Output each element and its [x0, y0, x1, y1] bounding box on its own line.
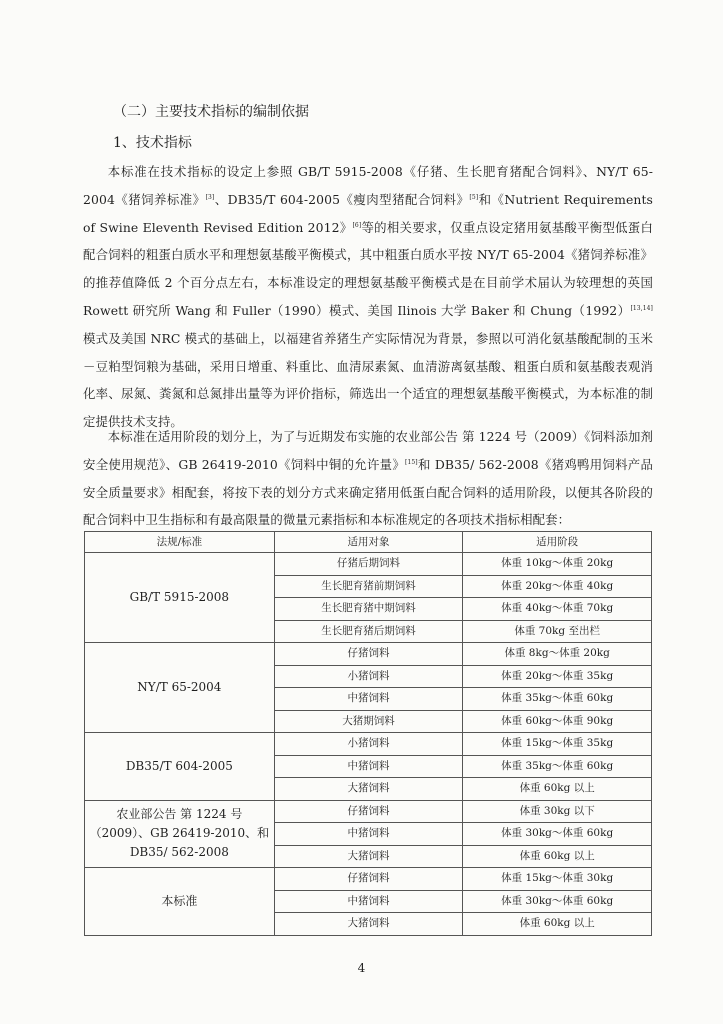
stage-cell: 体重 20kg～体重 35kg	[463, 665, 652, 688]
table-row	[85, 553, 652, 576]
header-stage: 适用阶段	[463, 532, 652, 553]
target-cell: 仔猪饲料	[274, 643, 463, 666]
target-cell: 大猪期饲料	[274, 710, 463, 733]
stage-cell: 体重 30kg～体重 60kg	[463, 890, 652, 913]
stage-cell: 体重 30kg 以下	[463, 800, 652, 823]
section-heading: （二）主要技术指标的编制依据	[113, 104, 309, 120]
stage-cell: 体重 40kg～体重 70kg	[463, 598, 652, 621]
stage-cell: 体重 60kg 以上	[463, 845, 652, 868]
target-cell: 仔猪饲料	[274, 868, 463, 891]
paragraph-text: 和《Nutrient Requirements of Swine Eleventh Revised Edition 2012》	[83, 191, 654, 235]
citation-ref: [6]	[352, 221, 362, 229]
target-cell: 中猪饲料	[274, 890, 463, 913]
page-number: 4	[357, 961, 366, 975]
target-cell: 生长肥育猪前期饲料	[274, 575, 463, 598]
stage-cell: 体重 8kg～体重 20kg	[463, 643, 652, 666]
header-standard: 法规/标准	[85, 532, 275, 553]
stage-cell: 体重 35kg～体重 60kg	[463, 755, 652, 778]
paragraph-text: 等的相关要求，仅重点设定猪用氨基酸平衡型低蛋白配合饲料的粗蛋白质水平和理想氨基酸平衡模式，其中粗蛋白质水平按 NY/T 65-2004《猪饲养标准》的推荐值降低 2 个百分点左右，本标准设定的理想氨基酸平衡模式是在目前学术届认为较理想的英国 Rowett 研究所 Wang 和 Fuller（1990）模式、美国 Ilinois 大学 Baker 和 Chung（1992）	[83, 219, 653, 318]
table-row	[85, 733, 652, 756]
table-header-row	[85, 532, 652, 553]
stage-cell: 体重 30kg～体重 60kg	[463, 823, 652, 846]
target-cell: 中猪饲料	[274, 755, 463, 778]
citation-ref: [3]	[205, 193, 215, 201]
stage-cell: 体重 70kg 至出栏	[463, 620, 652, 643]
citation-ref: [5]	[469, 193, 479, 201]
standards-table	[84, 531, 652, 936]
citation-ref: [13,14]	[630, 304, 653, 312]
table-row	[85, 868, 652, 891]
citation-ref: [15]	[405, 458, 418, 466]
target-cell: 大猪饲料	[274, 845, 463, 868]
target-cell: 大猪饲料	[274, 913, 463, 936]
target-cell: 中猪饲料	[274, 823, 463, 846]
paragraph-text: 本标准在适用阶段的划分上，为了与近期发布实施的农业部公告 第 1224 号（2009）《饲料添加剂安全使用规范》、GB 26419-2010《饲料中铜的允许量》	[83, 429, 653, 472]
target-cell: 仔猪后期饲料	[274, 553, 463, 576]
table-row	[85, 643, 652, 666]
target-cell: 生长肥育猪后期饲料	[274, 620, 463, 643]
stage-cell: 体重 60kg 以上	[463, 913, 652, 936]
stage-cell: 体重 20kg～体重 40kg	[463, 575, 652, 598]
paragraph-text: 、DB35/T 604-2005《瘦肉型猪配合饲料》	[214, 191, 470, 207]
standard-cell: 农业部公告 第 1224 号（2009）、GB 26419-2010、和 DB35/ 562-2008	[85, 800, 275, 868]
target-cell: 仔猪饲料	[274, 800, 463, 823]
subsection-heading: 1、技术指标	[113, 135, 192, 151]
header-target: 适用对象	[274, 532, 463, 553]
standard-cell: DB35/T 604-2005	[85, 733, 275, 801]
target-cell: 小猪饲料	[274, 665, 463, 688]
standard-cell: NY/T 65-2004	[85, 643, 275, 733]
table-row	[85, 800, 652, 823]
stage-cell: 体重 15kg～体重 35kg	[463, 733, 652, 756]
standard-cell: 本标准	[85, 868, 275, 936]
stage-cell: 体重 35kg～体重 60kg	[463, 688, 652, 711]
target-cell: 大猪饲料	[274, 778, 463, 801]
paragraph-text: 本标准在技术指标的设定上参照 GB/T 5915-2008《仔猪、生长肥育猪配合饲料》、NY/T 65-2004《猪饲养标准》	[83, 164, 653, 207]
target-cell: 生长肥育猪中期饲料	[274, 598, 463, 621]
stage-cell: 体重 10kg～体重 20kg	[463, 553, 652, 576]
target-cell: 小猪饲料	[274, 733, 463, 756]
standard-cell: GB/T 5915-2008	[85, 553, 275, 643]
stage-cell: 体重 60kg 以上	[463, 778, 652, 801]
target-cell: 中猪饲料	[274, 688, 463, 711]
stage-cell: 体重 15kg～体重 30kg	[463, 868, 652, 891]
paragraph-text: 和 DB35/ 562-2008《猪鸡鸭用饲料产品安全质量要求》相配套，将按下表的划分方式来确定猪用低蛋白配合饲料的适用阶段，以便其各阶段的配合饲料中卫生指标和有最高限量的微量元素指标和本标准规定的各项技术指标相配套：	[83, 456, 653, 528]
paragraph-technical-indicators	[83, 158, 653, 436]
stage-cell: 体重 60kg～体重 90kg	[463, 710, 652, 733]
paragraph-stage-division	[83, 423, 653, 534]
paragraph-text: 模式及美国 NRC 模式的基础上，以福建省养猪生产实际情况为背景，参照以可消化氨基酸配制的玉米－豆粕型饲粮为基础，采用日增重、料重比、血清尿素氮、血清游离氨基酸、粗蛋白质和氨基酸表观消化率、尿氮、粪氮和总氮排出量等为评价指标，筛选出一个适宜的理想氨基酸平衡模式，为本标准的制定提供技术支持。	[83, 330, 653, 430]
